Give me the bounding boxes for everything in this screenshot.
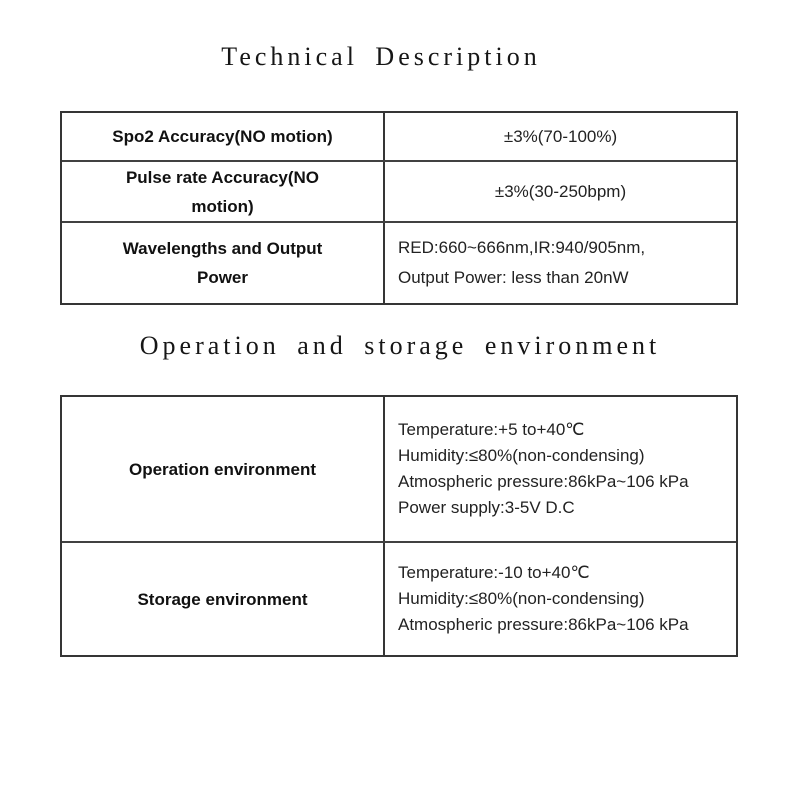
row-value [385,543,736,655]
table-row-storage-environment [62,541,736,655]
value-line-temperature: Temperature:+5 to+40℃ [398,420,585,439]
label-line: Pulse rate Accuracy(NO [125,167,320,187]
label-line: Spo2 Accuracy(NO motion) [112,127,333,146]
section-title-environment: Operation and storage environment [139,331,661,360]
value-line-humidity: Humidity:≤80%(non-condensing) [398,446,645,465]
table-row-wavelengths-output-power [62,221,736,303]
value-line: RED:660~666nm,IR:940/905nm, [398,238,646,257]
value-line-humidity: Humidity:≤80%(non-condensing) [398,589,645,608]
label-line: motion) [191,196,254,216]
table-row-operation-environment [62,397,736,541]
row-value [385,397,736,541]
page-title: Technical Description [221,42,541,71]
row-value [385,113,736,160]
label-line: Power [196,268,249,287]
label-line: Operation environment [128,459,317,479]
technical-description-table [60,111,738,305]
value-line: Output Power: less than 20nW [398,268,629,287]
value-line-power-supply: Power supply:3-5V D.C [398,498,575,517]
value-line-atmospheric-pressure: Atmospheric pressure:86kPa~106 kPa [398,615,689,634]
row-label [62,223,385,303]
environment-table [60,395,738,657]
value-line: ±3%(30-250bpm) [494,181,627,201]
row-label [62,543,385,655]
row-value [385,223,736,303]
value-line-temperature: Temperature:-10 to+40℃ [398,563,590,582]
row-value [385,162,736,221]
row-label [62,113,385,160]
label-line: Wavelengths and Output [122,239,323,258]
row-label [62,397,385,541]
row-label [62,162,385,221]
value-line-atmospheric-pressure: Atmospheric pressure:86kPa~106 kPa [398,472,689,491]
table-row-pulse-rate-accuracy [62,160,736,221]
value-line: ±3%(70-100%) [503,126,618,146]
table-row-spo2-accuracy [62,113,736,160]
label-line: Storage environment [137,589,308,609]
